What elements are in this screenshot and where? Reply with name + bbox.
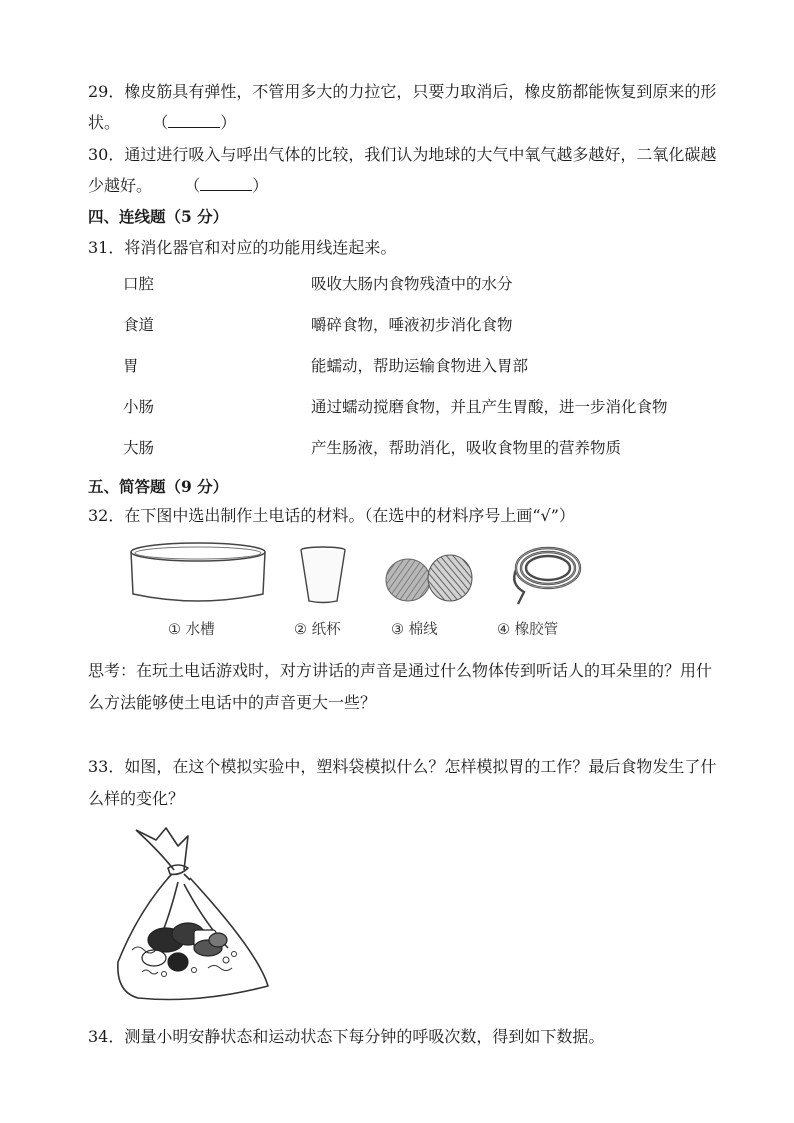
material-label[interactable]: ② 纸杯 <box>294 622 341 638</box>
q34-line1: 34．测量小明安静状态和运动状态下每分钟的呼吸次数，得到如下数据。 <box>88 1027 605 1046</box>
function-item[interactable]: 通过蠕动搅磨食物，并且产生胃酸，进一步消化食物 <box>311 398 668 416</box>
plastic-bag-image <box>108 822 278 1004</box>
q30-answer-blank[interactable] <box>200 176 252 191</box>
organ-item[interactable]: 大肠 <box>123 439 155 457</box>
q33-line2: 么样的变化？ <box>88 789 185 808</box>
q33-line1: 33．如图，在这个模拟实验中，塑料袋模拟什么？怎样模拟胃的工作？最后食物发生了什 <box>88 757 717 776</box>
material-label[interactable]: ① 水槽 <box>168 622 215 638</box>
q30-paren-close: ） <box>252 176 269 195</box>
q32-prompt: 32．在下图中选出制作土电话的材料。（在选中的材料序号上画“√”） <box>88 506 575 525</box>
material-label[interactable]: ③ 棉线 <box>391 622 438 638</box>
q29-paren-open: （ <box>152 113 169 132</box>
organ-item[interactable]: 口腔 <box>123 275 155 293</box>
rubber-tube-image <box>508 544 584 608</box>
q30-line2-text: 少越好。 <box>88 176 153 195</box>
material-label[interactable]: ④ 橡胶管 <box>497 622 559 638</box>
q32-think-line1: 思考：在玩土电话游戏时，对方讲话的声音是通过什么物体传到听话人的耳朵里的？用什 <box>88 661 713 680</box>
q30-line2 <box>88 176 268 196</box>
q32-think-line2: 么方法能够使土电话中的声音更大一些？ <box>88 693 377 712</box>
q29-paren-close: ） <box>220 113 237 132</box>
section5-title: 五、简答题（9 分） <box>88 477 229 496</box>
cotton-thread-image <box>384 552 476 604</box>
organ-item[interactable]: 食道 <box>123 316 155 334</box>
q31-prompt: 31．将消化器官和对应的功能用线连起来。 <box>88 238 397 257</box>
q29-answer-blank[interactable] <box>168 113 220 128</box>
section4-title: 四、连线题（5 分） <box>88 207 229 226</box>
function-item[interactable]: 嚼碎食物，唾液初步消化食物 <box>311 316 513 334</box>
function-item[interactable]: 吸收大肠内食物残渣中的水分 <box>311 275 513 293</box>
organ-item[interactable]: 小肠 <box>123 398 155 416</box>
paper-cup-image <box>298 546 348 604</box>
q30-line1: 30．通过进行吸入与呼出气体的比较，我们认为地球的大气中氧气越多越好，二氧化碳越 <box>88 145 717 164</box>
q29-line2-text: 状。 <box>88 113 121 132</box>
q29-line2 <box>88 113 236 133</box>
function-item[interactable]: 产生肠液，帮助消化，吸收食物里的营养物质 <box>311 439 622 457</box>
q29-line1: 29．橡皮筋具有弹性，不管用多大的力拉它，只要力取消后，橡皮筋都能恢复到原来的形 <box>88 82 717 101</box>
organ-item[interactable]: 胃 <box>123 357 139 375</box>
function-item[interactable]: 能蠕动，帮助运输食物进入胃部 <box>311 357 529 375</box>
water-tank-image <box>128 540 268 608</box>
q30-paren-open: （ <box>184 176 201 195</box>
